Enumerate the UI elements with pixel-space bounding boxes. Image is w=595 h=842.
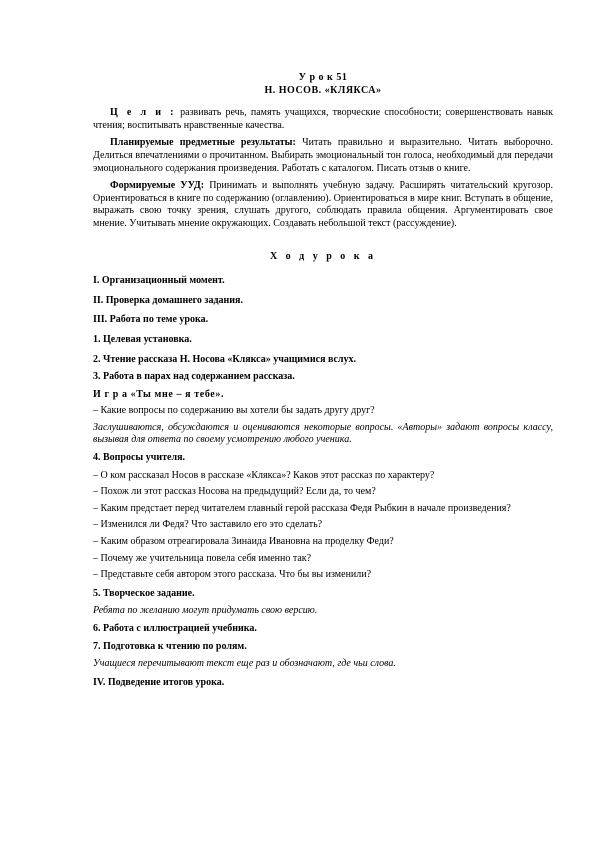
- document-content: [93, 70, 553, 689]
- section-homework-check: II. Проверка домашнего задания.: [93, 294, 243, 306]
- section-summary: IV. Подведение итогов урока.: [93, 676, 225, 688]
- teacher-question-4: – Изменился ли Федя? Что заставило его это сделать?: [93, 519, 323, 531]
- point-pair-work: 3. Работа в парах над содержанием рассказа.: [93, 371, 295, 383]
- point-target-setting: 1. Целевая установка.: [93, 333, 192, 345]
- creative-task-note: Ребята по желанию могут придумать свою версию.: [93, 605, 318, 617]
- game-title: И г р а «Ты мне – я тебе».: [93, 388, 225, 400]
- goals-label: Ц е л и :: [110, 107, 177, 119]
- point-creative-task: 5. Творческое задание.: [93, 587, 195, 599]
- teacher-question-7: – Представьте себя автором этого рассказа. Что бы вы изменили?: [93, 569, 372, 581]
- planned-results-label: Планируемые предметные результаты:: [110, 137, 296, 149]
- uud-text: Принимать и выполнять учебную задачу. Расширять читательский кругозор. Ориентироваться в книге по содержанию (оглавлению). Ориентироваться в мире книг. Вступать в общение, выражать свою точку зрения, слушать другого, соблюдать правила общения. Аргументировать свое мнение. Учитывать мнение окружающих. Создавать небольшой текст (рассуждение).: [93, 180, 553, 229]
- section-organizational: I. Организационный момент.: [93, 275, 225, 287]
- game-question: – Какие вопросы по содержанию вы хотели бы задать другу друг?: [93, 405, 375, 417]
- game-note: Заслушиваются, обсуждаются и оцениваются некоторые вопросы. «Авторы» задают вопросы классу, вызывая для ответа по своему усмотрению любого ученика.: [93, 421, 553, 446]
- teacher-question-3: – Каким предстает перед читателем главный герой рассказа Федя Рыбкин в начале произведения?: [93, 502, 511, 514]
- teacher-question-1: – О ком рассказал Носов в рассказе «Клякса»? Каков этот рассказ по характеру?: [93, 469, 435, 481]
- teacher-question-5: – Каким образом отреагировала Зинаида Ивановна на проделку Феди?: [93, 536, 394, 548]
- uud-paragraph: [93, 180, 553, 230]
- lesson-title: Н. НОСОВ. «КЛЯКСА»: [264, 84, 382, 96]
- uud-label: Формируемые УУД:: [110, 180, 205, 192]
- goals-text: развивать речь, память учащихся, творческие способности; совершенствовать навык чтения; воспитывать нравственные качества.: [93, 107, 554, 131]
- teacher-question-6: – Почему же учительница повела себя именно так?: [93, 552, 312, 564]
- teacher-question-2: – Похож ли этот рассказ Носова на предыдущий? Если да, то чем?: [93, 486, 376, 498]
- role-reading-note: Учащиеся перечитывают текст еще раз и обозначают, где чьи слова.: [93, 658, 396, 670]
- lesson-number: У р о к 51: [298, 72, 348, 83]
- point-role-reading-prep: 7. Подготовка к чтению по ролям.: [93, 640, 247, 652]
- point-teacher-questions: 4. Вопросы учителя.: [93, 452, 186, 464]
- section-main-work: III. Работа по теме урока.: [93, 314, 209, 326]
- point-illustration-work: 6. Работа с иллюстрацией учебника.: [93, 623, 257, 634]
- planned-results-paragraph: [93, 137, 553, 175]
- goals-paragraph: [93, 107, 553, 132]
- planned-results-text: Читать правильно и выразительно. Читать выборочно. Делиться впечатлениями о прочитанном. Выбирать эмоциональный тон голоса, необходимый для передачи эмоционального содержания произведения. Работать с каталогом. Писать отзыв о книге.: [93, 137, 553, 174]
- course-title: Х о д у р о к а: [269, 250, 377, 262]
- point-reading-aloud: 2. Чтение рассказа Н. Носова «Клякса» учащимися вслух.: [93, 353, 357, 365]
